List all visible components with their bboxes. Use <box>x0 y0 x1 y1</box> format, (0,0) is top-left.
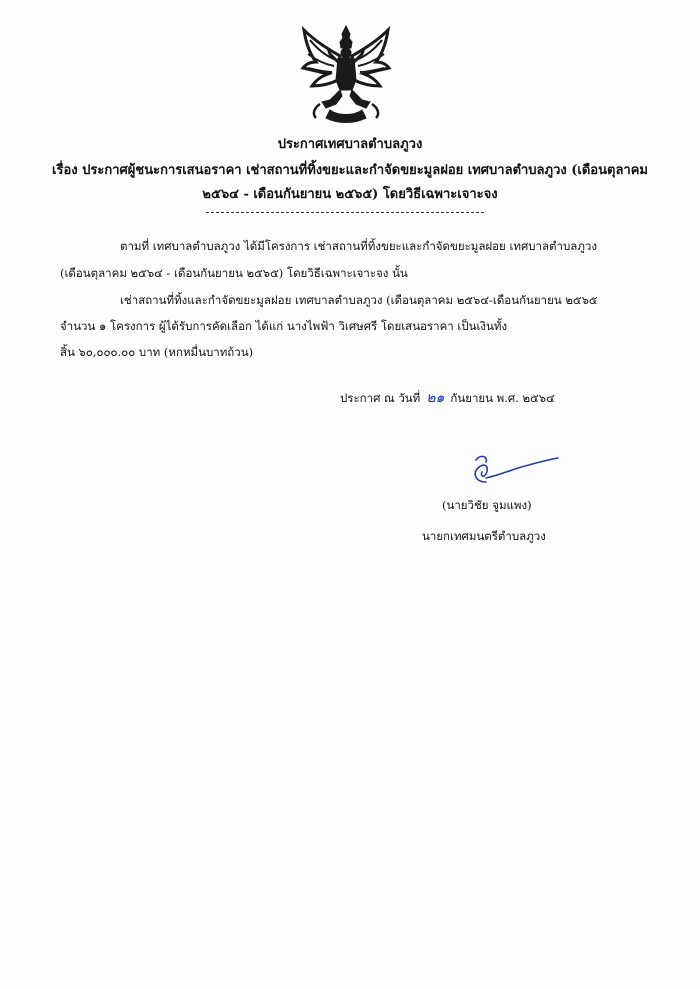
dashed-divider <box>206 212 484 213</box>
paragraph2-line3: สิ้น ๖๐,๐๐๐.๐๐ บาท (หกหมื่นบาทถ้วน) <box>60 345 254 359</box>
announce-prefix: ประกาศ ณ วันที่ <box>340 391 421 405</box>
paragraph2-line2: จำนวน ๑ โครงการ ผู้ได้รับการคัดเลือก ได้แก่ นางไพฟ้า วิเศษศรี โดยเสนอราคา เป็นเงินทั้ง <box>60 319 508 333</box>
paragraph1-line2: (เดือนตุลาคม ๒๕๖๔ - เดือนกันยายน ๒๕๖๕) โดยวิธีเฉพาะเจาะจง นั้น <box>60 266 408 280</box>
handwritten-signature <box>466 452 562 488</box>
paragraph2-line1: เช่าสถานที่ทิ้งและกำจัดขยะมูลฝอย เทศบาลตำบลภูวง (เดือนตุลาคม ๒๕๖๔-เดือนกันยายน ๒๕๖๕ <box>120 293 598 307</box>
garuda-emblem-icon <box>300 24 392 124</box>
announcement-date <box>340 388 555 408</box>
signer-title: นายกเทศมนตรีตำบลภูวง <box>422 529 546 543</box>
subject-heading-line1: เรื่อง ประกาศผู้ชนะการเสนอราคา เช่าสถานที่ทิ้งขยะและกำจัดขยะมูลฝอย เทศบาลตำบลภูวง (เดือนตุลาคม <box>52 163 648 178</box>
signer-name: (นายวิชัย จูมแพง) <box>442 498 532 512</box>
subject-heading-line2: ๒๕๖๔ - เดือนกันยายน ๒๕๖๕) โดยวิธีเฉพาะเจาะจง <box>202 187 498 202</box>
paragraph1-line1: ตามที่ เทศบาลตำบลภูวง ได้มีโครงการ เช่าสถานที่ทิ้งขยะและกำจัดขยะมูลฝอย เทศบาลตำบลภูวง <box>120 239 597 253</box>
issuer-heading: ประกาศเทศบาลตำบลภูวง <box>277 137 423 152</box>
announce-day: ๒๑ <box>426 390 445 406</box>
announce-suffix: กันยายน พ.ศ. ๒๕๖๔ <box>450 391 555 405</box>
